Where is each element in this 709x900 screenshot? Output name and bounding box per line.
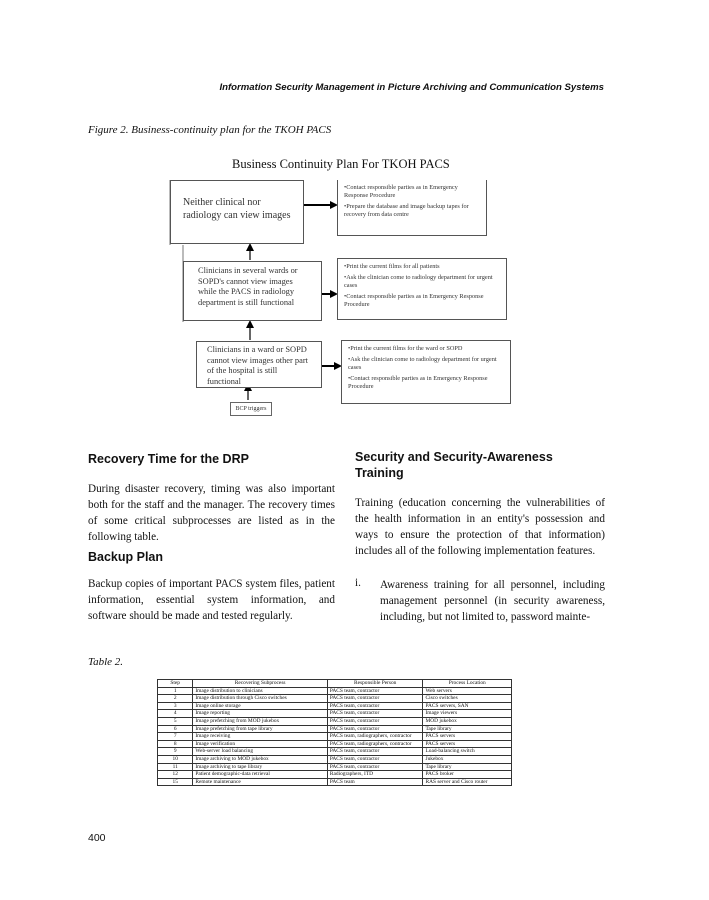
list-item-text: Awareness training for all personnel, including management personnel (in security awareness, including, but not limited to, password mainte- [380, 579, 605, 623]
table-row: 3 Image online storage PACS team, contractor PACS servers, SAN [158, 702, 512, 710]
bcp-trigger-box: BCP triggers [230, 402, 272, 416]
page-number: 400 [88, 832, 106, 844]
action-item: •Contact responsible parties as in Emergency Response Procedure [344, 293, 484, 308]
table-row: 12 Patient demographic-data retrieval Radiographers, ITD PACS broker [158, 771, 512, 779]
table-row: 10 Image archiving to MOD jukebox PACS team, contractor Jukebox [158, 755, 512, 763]
running-header: Information Security Management in Picture Archiving and Communication Systems [219, 82, 604, 93]
action-item: •Print the current films for the ward or SOPD [348, 345, 463, 352]
situation-box-2: Clinicians in several wards or SOPD's cannot view images while the PACS in radiology department is still functional [183, 261, 322, 321]
paragraph-recovery-time: During disaster recovery, timing was also important both for the staff and the manager. The recovery times of some critical subprocesses are listed as in the following table. [88, 483, 335, 543]
table-row: 9 Web-server load balancing PACS team, contractor Load-balancing switch [158, 748, 512, 756]
table-row: 7 Image receiving PACS team, radiographers, contractor PACS servers [158, 733, 512, 741]
figure-caption: Figure 2. Business-continuity plan for the TKOH PACS [88, 124, 332, 136]
heading-backup-plan: Backup Plan [88, 550, 164, 564]
recovery-table [157, 679, 512, 786]
table-row: 11 Image archiving to tape library PACS team, contractor Tape library [158, 763, 512, 771]
situation-box-1: Neither clinical nor radiology can view images [170, 180, 304, 244]
paragraph-backup-plan: Backup copies of important PACS system files, patient information, essential system information, and software should be made and tested regularly. [88, 578, 335, 622]
list-number: i. [355, 577, 361, 589]
action-item: •Ask the clinician come to radiology department for urgent cases [348, 356, 497, 371]
action-item: •Ask the clinician come to radiology department for urgent cases [344, 274, 493, 289]
column-header: Step [158, 680, 193, 688]
table-caption: Table 2. [88, 656, 124, 668]
column-header: Process Location [423, 680, 512, 688]
heading-security-training: Security and Security-Awareness Training [355, 450, 553, 480]
table-row: 4 Image reporting PACS team, contractor Image viewers [158, 710, 512, 718]
actions-box-2 [337, 258, 507, 320]
flowchart-title: Business Continuity Plan For TKOH PACS [232, 157, 450, 171]
table-row: 2 Image distribution through Cisco switches PACS team, contractor Cisco switches [158, 695, 512, 703]
heading-recovery-time: Recovery Time for the DRP [88, 452, 249, 466]
table-row: 8 Image verification PACS team, radiographers, contractor PACS servers [158, 740, 512, 748]
action-item: •Prepare the database and image backup tapes for recovery from data centre [344, 203, 469, 218]
situation-box-3: Clinicians in a ward or SOPD cannot view images other part of the hospital is still functional [196, 341, 322, 388]
paragraph-security-training: Training (education concerning the vulnerabilities of the health information in an entity's possession and ways to ensure the protection of that information) includes all of the following implementation features. [355, 497, 605, 557]
table-row: 6 Image prefetching from tape library PACS team, contractor Tape library [158, 725, 512, 733]
action-item: •Contact responsible parties as in Emergency Response Procedure [348, 375, 488, 390]
column-header: Responsible Person [327, 680, 423, 688]
action-item: •Print the current films for all patients [344, 263, 440, 270]
table-header-row [158, 680, 512, 688]
table-row: 5 Image prefetching from MOD jukebox PACS team, contractor MOD jukebox [158, 717, 512, 725]
actions-box-3 [341, 340, 511, 404]
action-item: •Contact responsible parties as in Emergency Response Procedure [344, 184, 458, 199]
table-row: 1 Image distribution to clinicians PACS team, contractor Web servers [158, 687, 512, 695]
actions-box-1 [337, 180, 487, 236]
column-header: Recovering Subprocess [193, 680, 328, 688]
table-row: 15 Remote maintenance PACS team RAS server and Cisco router [158, 778, 512, 786]
